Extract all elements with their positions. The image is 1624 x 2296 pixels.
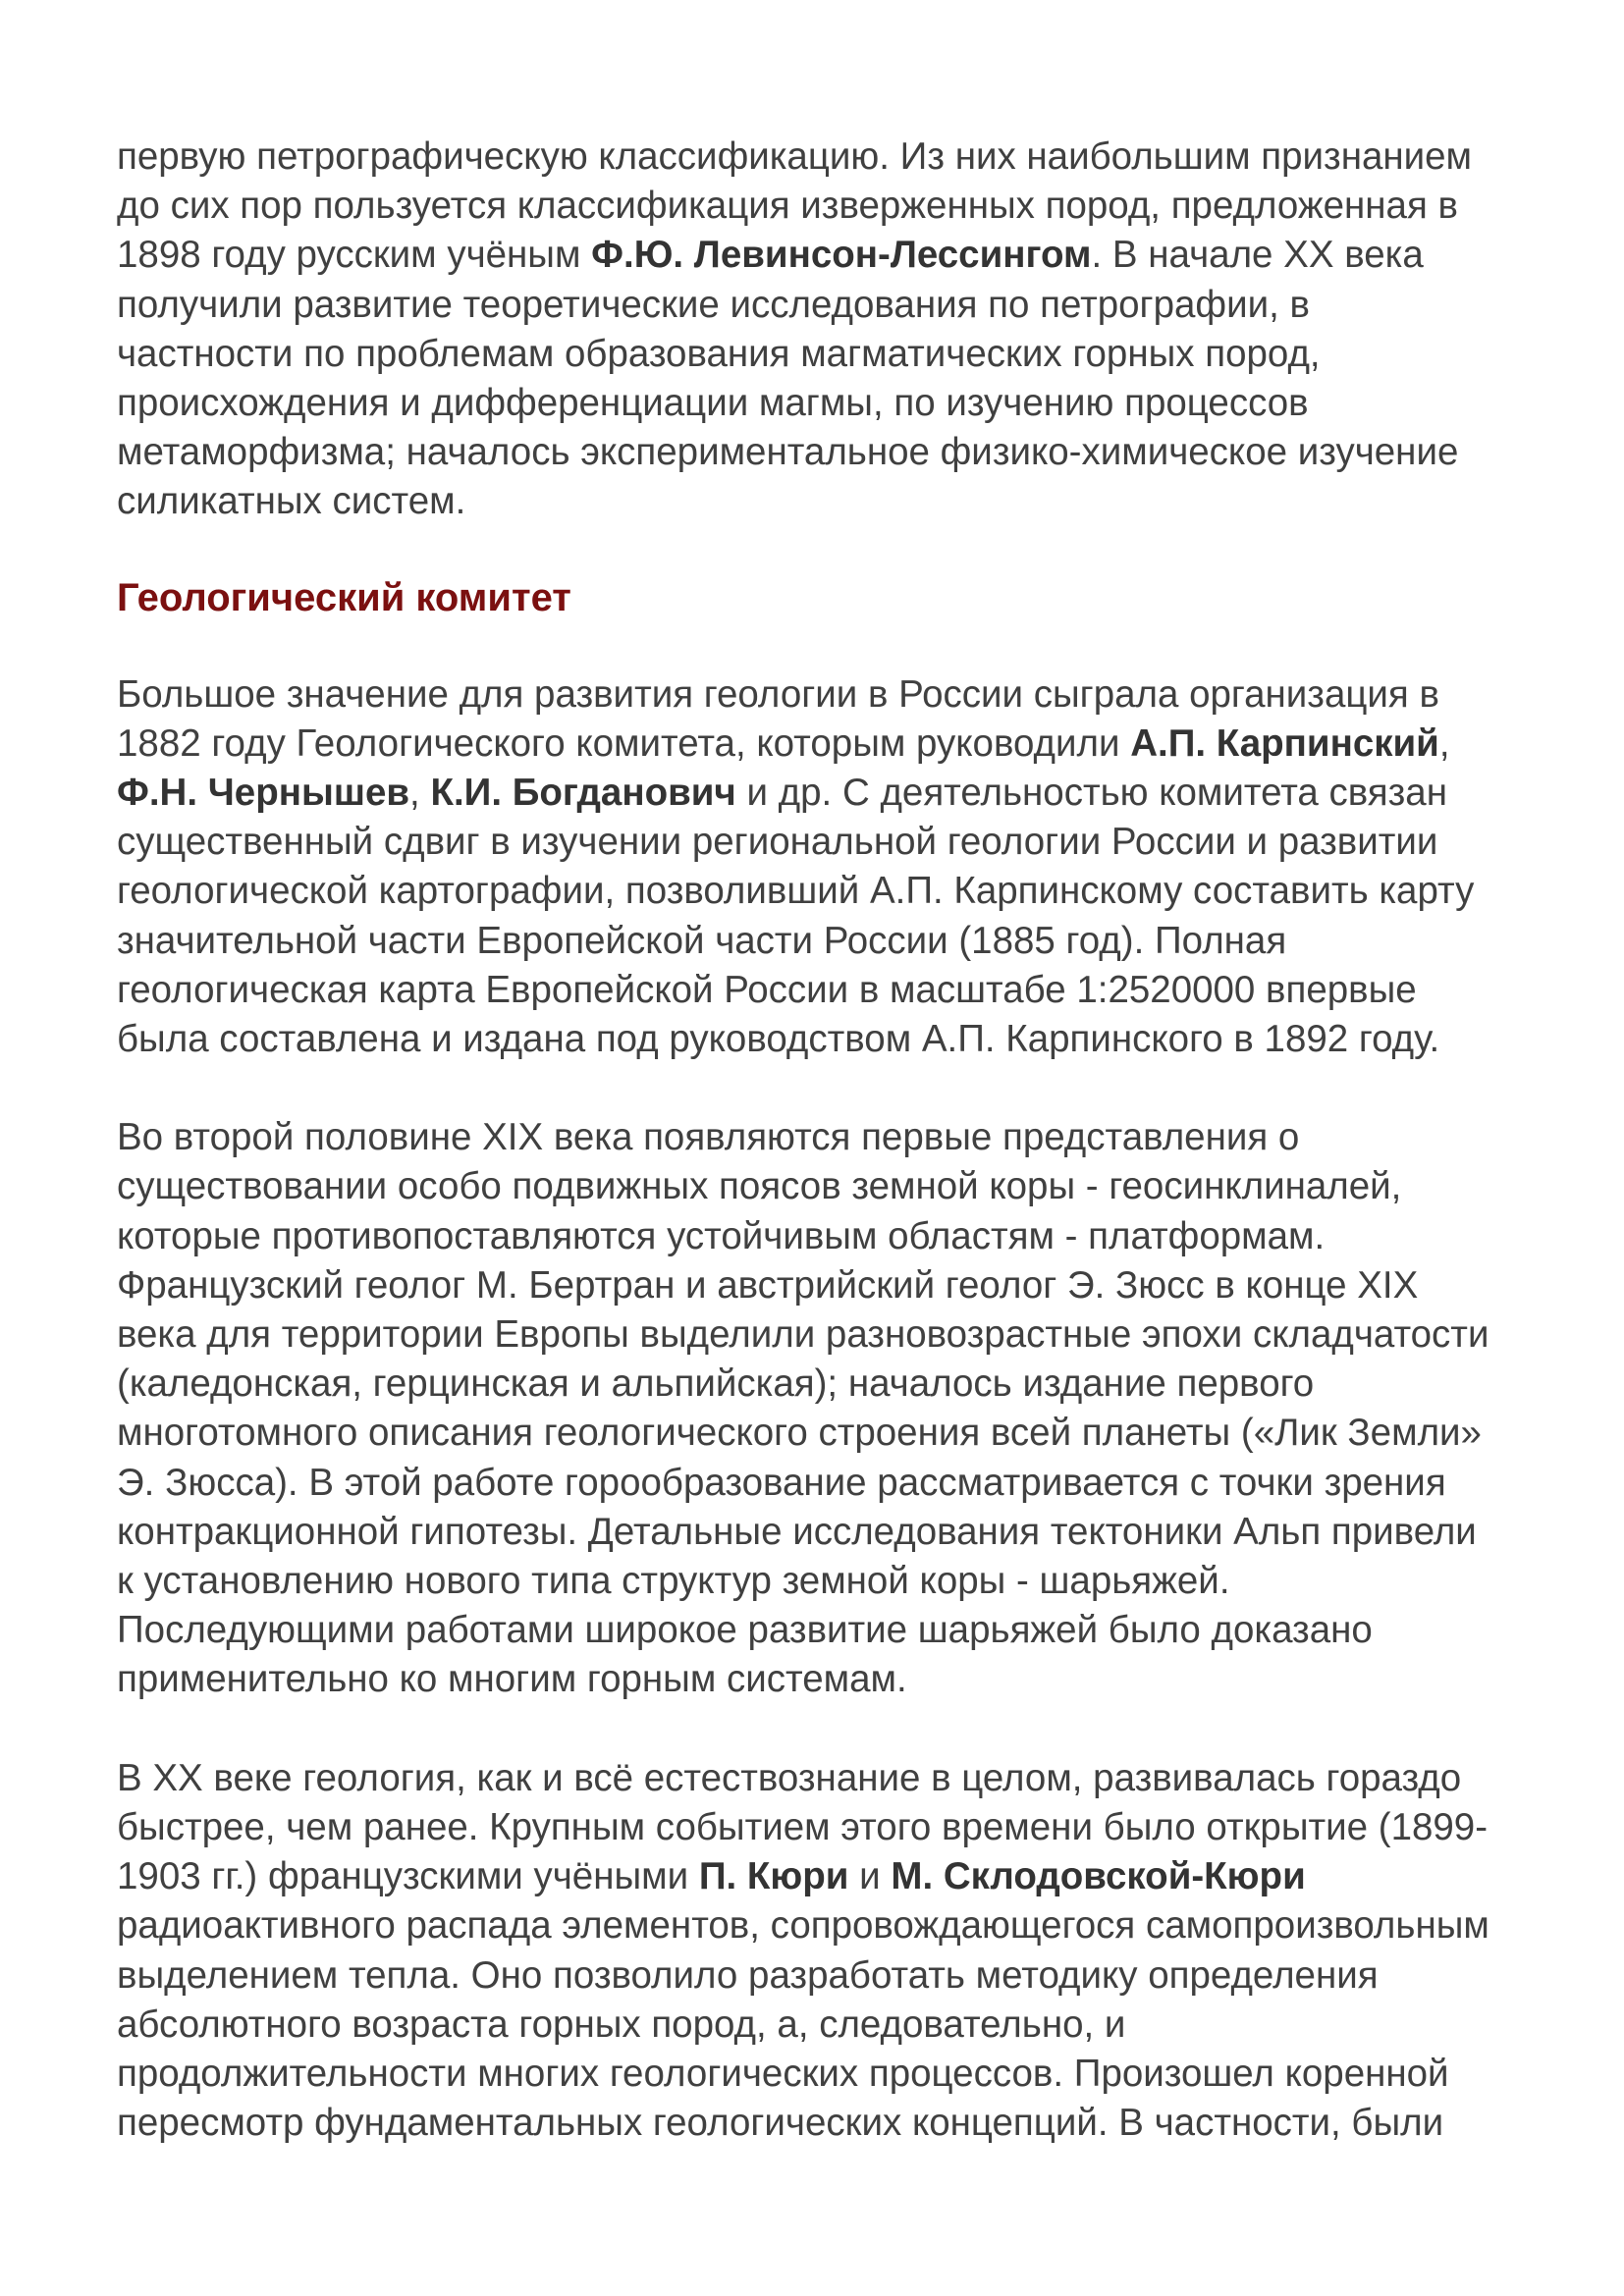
text-line: была составлена и издана под руководством А.П. Карпинского в 1892 году.	[117, 1018, 1440, 1061]
person-name-chernyshev: Ф.Н. Чернышев	[117, 772, 410, 815]
text-line: Большое значение для развития геологии в России сыграла организация в	[117, 672, 1439, 716]
text-line: которые противопоставляются устойчивым областям - платформам.	[117, 1214, 1326, 1257]
text-line: (каледонская, герцинская и альпийская); началось издание первого	[117, 1362, 1315, 1406]
person-name-karpinsky: А.П. Карпинский	[1130, 721, 1439, 765]
text-line: метаморфизма; началось экспериментальное физико-химическое изучение	[117, 431, 1459, 474]
text-line: первую петрографическую классификацию. Из них наибольшим признанием	[117, 135, 1473, 178]
text-line: значительной части Европейской части России (1885 год). Полная	[117, 919, 1287, 962]
text-line: века для территории Европы выделили разновозрастные эпохи складчатости	[117, 1313, 1489, 1357]
text-line	[117, 769, 1531, 818]
person-name-levinson-lessing: Ф.Ю. Левинсон-Лессингом	[591, 234, 1092, 277]
text-line: Во второй половине XIX века появляются первые представления о	[117, 1116, 1300, 1159]
text-line: существенный сдвиг в изучении региональной геологии России и развитии	[117, 821, 1438, 864]
text-line: существовании особо подвижных поясов земной коры - геосинклиналей,	[117, 1165, 1402, 1208]
text-line: контракционной гипотезы. Детальные исследования тектоники Альп привели	[117, 1510, 1477, 1553]
document-page	[117, 133, 1531, 2148]
paragraph-geosynclines	[117, 1113, 1531, 1704]
paragraph-petrography	[117, 133, 1531, 527]
text-line: геологической картографии, позволивший А.П. Карпинскому составить карту	[117, 870, 1475, 913]
person-name-sklodowska-curie: М. Склодовской-Кюри	[891, 1855, 1306, 1898]
text-line: радиоактивного распада элементов, сопровождающегося самопроизвольным	[117, 1904, 1489, 1948]
text-run: . В начале XX века	[1091, 234, 1424, 277]
text-line: многотомного описания геологического строения всей планеты («Лик Земли»	[117, 1412, 1482, 1455]
text-line: Французский геолог М. Бертран и австрийский геолог Э. Зюсс в конце XIX	[117, 1263, 1419, 1307]
text-line: геологическая карта Европейской России в масштабе 1:2520000 впервые	[117, 968, 1417, 1011]
text-run: 1898 году русским учёным	[117, 234, 592, 277]
text-line: пересмотр фундаментальных геологических концепций. В частности, были	[117, 2102, 1444, 2145]
paragraph-twentieth-century	[117, 1754, 1531, 2149]
text-line: выделением тепла. Оно позволило разработать методику определения	[117, 1953, 1379, 1997]
section-heading: Геологический комитет	[117, 575, 571, 619]
person-name-curie: П. Кюри	[698, 1855, 849, 1898]
text-run: ,	[1438, 721, 1450, 765]
text-run: 1903 гг.) французскими учёными	[117, 1855, 699, 1898]
text-line	[117, 231, 1531, 280]
text-line: продолжительности многих геологических процессов. Произошел коренной	[117, 2052, 1449, 2095]
text-line: получили развитие теоретические исследования по петрографии, в	[117, 283, 1310, 326]
text-line: быстрее, чем ранее. Крупным событием этого времени было открытие (1899-	[117, 1805, 1489, 1848]
text-line: Э. Зюсса). В этой работе горообразование рассматривается с точки зрения	[117, 1461, 1446, 1504]
text-line	[117, 720, 1531, 769]
paragraph-spacer	[117, 1705, 1531, 1754]
text-line: происхождения и дифференциации магмы, по изучению процессов	[117, 382, 1309, 425]
person-name-bogdanovich: К.И. Богданович	[430, 772, 736, 815]
text-line: к установлению нового типа структур земной коры - шарьяжей.	[117, 1560, 1230, 1603]
text-run: и	[848, 1855, 892, 1898]
paragraph-spacer	[117, 1064, 1531, 1113]
paragraph-geological-committee	[117, 670, 1531, 1065]
text-line	[117, 1852, 1531, 1901]
text-run: 1882 году Геологического комитета, которым руководили	[117, 721, 1131, 765]
text-line: абсолютного возраста горных пород, а, следовательно, и	[117, 2002, 1126, 2046]
text-line: силикатных систем.	[117, 480, 466, 523]
text-run: и др. С деятельностью комитета связан	[735, 772, 1447, 815]
text-line: В XX веке геология, как и всё естествознание в целом, развивалась гораздо	[117, 1756, 1462, 1799]
text-line: Последующими работами широкое развитие шарьяжей было доказано	[117, 1609, 1373, 1652]
text-line: частности по проблемам образования магматических горных пород,	[117, 332, 1321, 375]
text-line: до сих пор пользуется классификация изверженных пород, предложенная в	[117, 185, 1458, 228]
text-line: применительно ко многим горным системам.	[117, 1658, 907, 1701]
text-run: ,	[409, 772, 431, 815]
